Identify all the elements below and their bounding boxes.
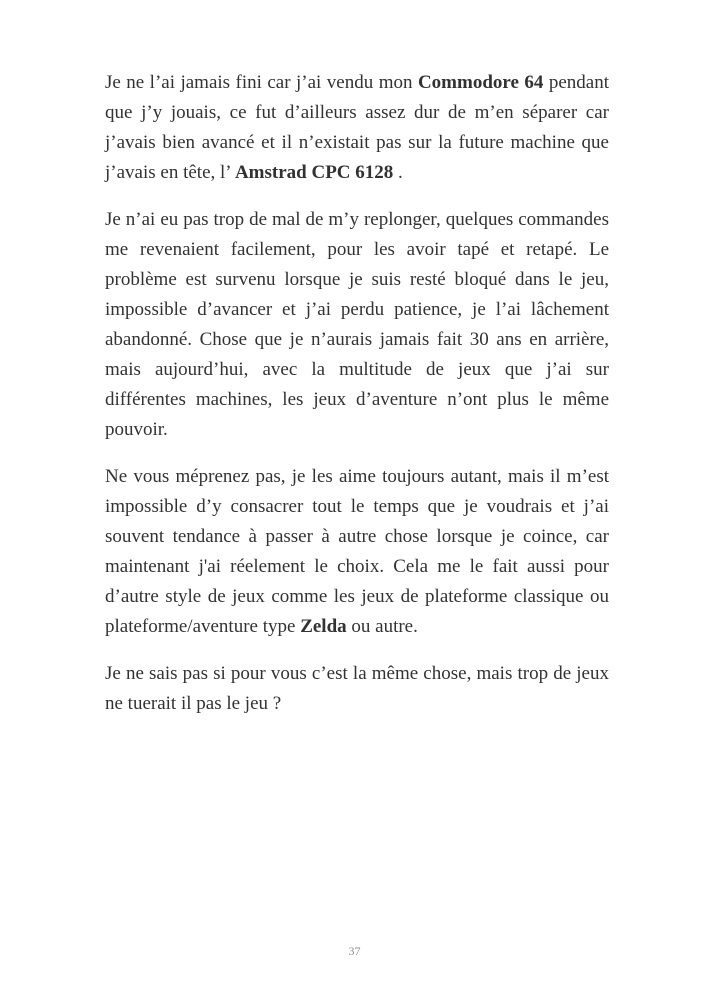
text-run: .	[393, 162, 403, 183]
text-run: Je ne sais pas si pour vous c’est la même chose, mais trop de jeux ne tuerait il pas le jeu ?	[105, 663, 609, 714]
text-run-bold: Zelda	[300, 616, 347, 637]
page-number: 37	[348, 944, 361, 958]
text-run-bold: Commodore 64	[417, 72, 544, 93]
paragraph-4	[105, 659, 609, 719]
text-run: Je n’ai eu pas trop de mal de m’y replonger, quelques commandes me revenaient facilement, pour les avoir tapé et retapé. Le problème est survenu lorsque je suis resté bloqué dans le jeu, impossible d’avancer et j’ai perdu patience, je l’ai lâchement abandonné. Chose que je n’aurais jamais fait 30 ans en arrière, mais aujourd’hui, avec la multitude de jeux que j’ai sur différentes machines, les jeux d’aventure n’ont plus le même pouvoir.	[105, 209, 609, 440]
text-run: ou autre.	[346, 616, 418, 637]
text-run: Je ne l’ai jamais fini car j’ai vendu mon	[105, 72, 418, 93]
paragraph-1	[105, 68, 609, 188]
paragraph-3	[105, 462, 609, 642]
paragraph-2	[105, 205, 609, 445]
text-run: pendant que j’y jouais, ce fut d’ailleurs assez dur de m’en séparer car j’avais bien avancé et il n’existait pas sur la future machine que j’avais en tête, l’	[105, 72, 609, 183]
text-run: Ne vous méprenez pas, je les aime toujours autant, mais il m’est impossible d’y consacrer tout le temps que je voudrais et j’ai souvent tendance à passer à autre chose lorsque je coince, car maintenant j'ai réelement le choix. Cela me le fait aussi pour d’autre style de jeux comme les jeux de plateforme classique ou plateforme/aventure type	[105, 466, 609, 637]
text-run-bold: Amstrad CPC 6128	[234, 162, 394, 183]
